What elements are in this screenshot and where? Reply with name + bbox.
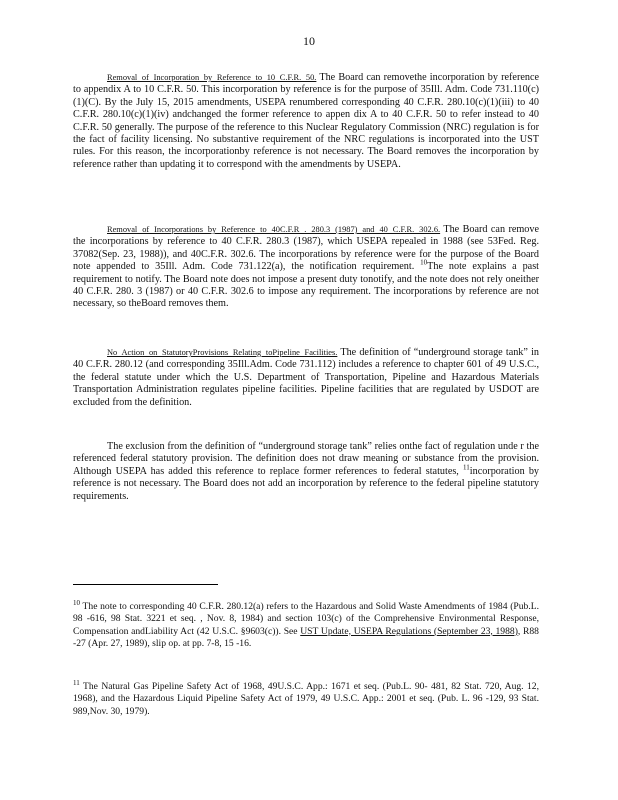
section-heading: No Action on StatutoryProvisions Relating toPipeline Facilities. [107,348,338,357]
footnote-text: The note to corresponding 40 C.F.R. 280.12(a) refers to the Hazardous and Solid Waste Amendments of 1984 (Pub.L. 98 -616, 98 Stat. 3221 et seq. , Nov. 8, 1984) and section 103(c) of the Comprehensive Environmental Response, Compensation andLiability Act (42 U.S.C. §9603(c)). See [73,601,539,637]
paragraph-removal-10-cfr-50 [73,72,539,171]
paragraph-body: The definition of “underground storage tank” in 40 C.F.R. 280.12 (and corresponding 35Ill.Adm. Code 731.112) includes a reference to chapter 601 of 49 U.S.C., the federal statute under which the U.S. Department of Transportation, Pipeline and Hazardous Materials Transportation Administration regulates pipeline facilities. Pipeline facilities that are regulated by USDOT are excluded from the definition. [73,347,540,408]
section-heading: Removal of Incorporation by Reference to 10 C.F.R. 50. [107,73,317,82]
footnote-10 [73,598,539,650]
paragraph-exclusion [73,441,539,503]
footnote-reference[interactable]: 11 [463,463,470,472]
paragraph-pipeline-facilities [73,347,539,409]
footnote-marker: 11 [73,678,80,687]
footnote-citation-link[interactable]: UST Update, USEPA Regulations (September 23, 1988) [300,625,518,637]
footnote-text-continued: , R88 -27 (Apr. 27, 1989), slip op. at pp. 7-8, 15 -16. [73,625,539,649]
footnote-marker: 10 [73,598,80,607]
paragraph-body-continued: The note explains a past requirement to notify. The Board note does not impose a present duty tonotify, and the note does not rely oneither 40 C.F.R. 280. 3 (1987) or 40 C.F.R. 302.6 to impose any requirement. The incorporations by reference are not necessary, so theBoard removes them. [73,261,539,310]
page-number: 10 [303,34,315,48]
footnote-11 [73,678,539,718]
section-heading: Removal of Incorporations by Reference to 40C.F.R . 280.3 (1987) and 40 C.F.R. 302.6. [107,225,441,234]
paragraph-body: The exclusion from the definition of “underground storage tank” relies onthe fact of regulation unde r the referenced federal statutory provision. The definition does not draw meaning or substance from the provision. Although USEPA has added this reference to replace former references to federal statutes, [73,441,539,477]
paragraph-body-continued: incorporation by reference is not necessary. The Board does not add an incorporation by reference to the federal pipeline statutory requirements. [73,465,540,502]
footnote-text: The Natural Gas Pipeline Safety Act of 1968, 49U.S.C. App.: 1671 et seq. (Pub.L. 90- 481, 82 Stat. 720, Aug. 12, 1968), and the Hazardous Liquid Pipeline Safety Act of 1979, 49 U.S.C. App.: 2001 et seq. (Pub. L. 96 -129, 93 Stat. 989,Nov. 30, 1979). [73,681,539,717]
footnote-reference[interactable]: 10 [420,258,428,267]
paragraph-removal-40-cfr-280-3 [73,224,539,311]
paragraph-body: The Board can removethe incorporation by reference to appendix A to 10 C.F.R. 50. This incorporation by reference is for the purpose of 35Ill. Adm. Code 731.110(c)(1)(C). By the July 15, 2015 amendments, USEPA renumbered corresponding 40 C.F.R. 280.10(c)(1)(iii) to 40 C.F.R. 280.10(c)(1)(iv) andchanged the former reference to appen dix A to 40 C.F.R. 50 to refer instead to 40 C.F.R. 50 generally. The purpose of the reference to this Nuclear Regulatory Commission (NRC) regulation is for the fact of facility licensing. No substantive requirement of the NRC regulations is incorporated into the UST rules. For this reason, the incorporationby reference is not necessary. The Board removes the incorporation by reference rather than updating it to correspond with the amendments by USEPA. [73,72,539,170]
paragraph-body: The Board can remove the incorporations by reference to 40 C.F.R. 280.3 (1987), which USEPA repealed in 1988 (see 53Fed. Reg. 37082(Sep. 23, 1988)), and 40C.F.R. 302.6. The incorporations by reference were for the purpose of the Board note appended to 35Ill. Adm. Code 731.122(a), the notification requirement. [73,224,540,273]
footnote-separator [73,584,218,585]
